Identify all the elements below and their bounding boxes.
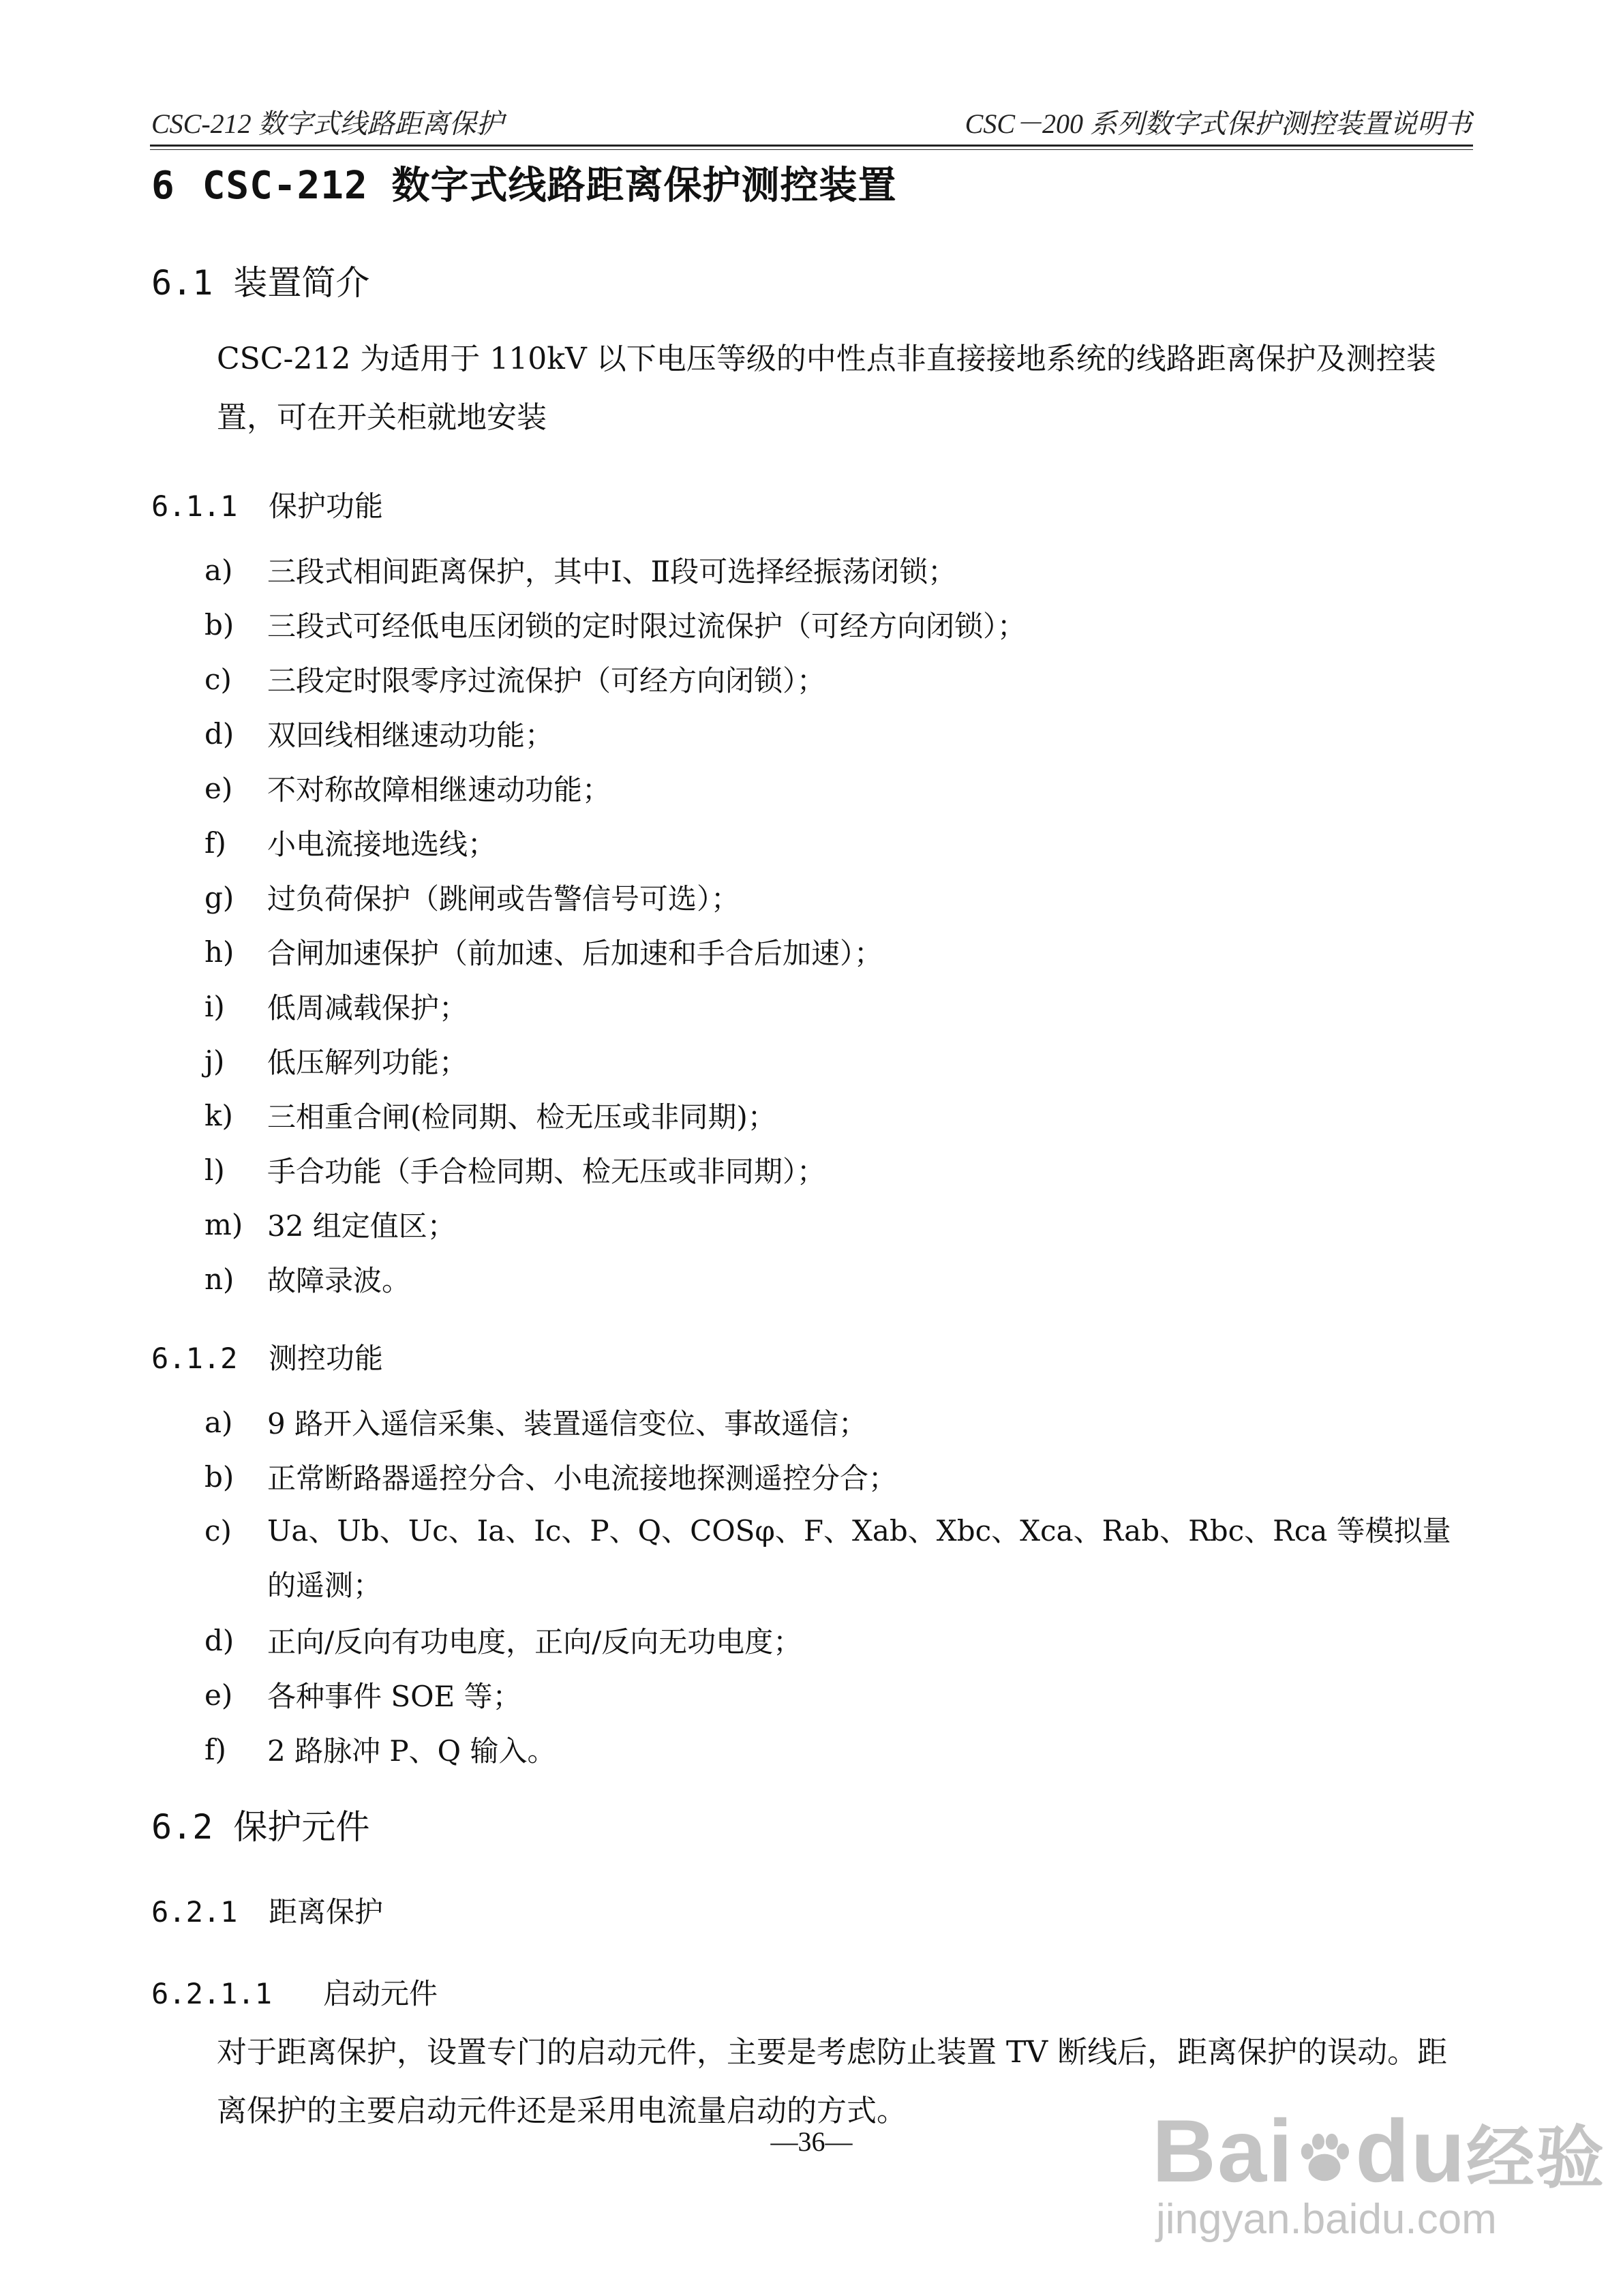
list-item	[204, 1504, 1474, 1613]
list-item-text: 低压解列功能；	[267, 1046, 468, 1079]
list-marker: c)	[204, 1514, 232, 1547]
list-item	[204, 1088, 1474, 1143]
list-item-text: 三段定时限零序过流保护（可经方向闭锁）；	[267, 664, 826, 697]
intro-text: CSC-212 为适用于 110kV 以下电压等级的中性点非直接接地系统的线路距离保护及测控装置，可在开关柜就地安装	[217, 342, 1436, 435]
list-item-text: 三段式相间距离保护，其中Ⅰ、Ⅱ段可选择经振荡闭锁；	[267, 555, 957, 588]
list-item	[204, 761, 1474, 815]
protection-functions-list	[204, 543, 1474, 1306]
list-marker: f)	[204, 826, 226, 860]
header-left: CSC-212 数字式线路距离保护	[151, 108, 504, 139]
list-marker: g)	[204, 880, 234, 914]
section-6-1-paragraph	[151, 330, 1474, 447]
list-item	[204, 652, 1474, 706]
paw-icon	[1294, 2127, 1355, 2188]
section-6-2-1-1-heading	[151, 1972, 438, 2012]
list-item	[204, 924, 1474, 979]
list-item-text: Ua、Ub、Uc、Ia、Ic、P、Q、COSφ、F、Xab、Xbc、Xca、Rab、Rbc、Rca 等模拟量的遥测；	[267, 1514, 1451, 1602]
list-item	[204, 1143, 1474, 1197]
list-marker: h)	[204, 935, 234, 969]
list-marker: b)	[204, 1460, 234, 1494]
list-marker: e)	[204, 771, 233, 805]
list-item	[204, 1033, 1474, 1088]
list-item-text: 低周减载保护；	[267, 991, 468, 1025]
list-marker: a)	[204, 1405, 233, 1439]
list-marker: n)	[204, 1262, 234, 1296]
section-6-2-1-heading	[151, 1890, 383, 1931]
watermark-url: jingyan.baidu.com	[1156, 2196, 1497, 2243]
section-number: 6.1.1	[151, 489, 238, 523]
chapter-title-text: CSC-212 数字式线路距离保护测控装置	[202, 164, 897, 208]
section-6-2-title: 6.2 保护元件	[151, 1807, 370, 1847]
section-title: 保护功能	[269, 489, 384, 523]
list-item-text: 2 路脉冲 P、Q 输入。	[267, 1734, 556, 1768]
section-6-1-title: 6.1 装置简介	[151, 263, 370, 303]
list-item	[204, 979, 1474, 1033]
list-item	[204, 1252, 1474, 1306]
list-item-text: 9 路开入遥信采集、装置遥信变位、事故遥信；	[267, 1407, 868, 1440]
header-right: CSC－200 系列数字式保护测控装置说明书	[965, 108, 1472, 139]
list-marker: l)	[204, 1153, 225, 1187]
list-item-text: 各种事件 SOE 等；	[267, 1680, 521, 1713]
watermark	[1152, 2100, 1605, 2244]
list-item	[204, 706, 1474, 761]
list-marker: b)	[204, 607, 234, 641]
section-title: 测控功能	[269, 1342, 384, 1375]
list-item	[204, 1449, 1474, 1504]
section-number: 6.2.1	[151, 1895, 238, 1929]
list-item	[204, 1197, 1474, 1252]
list-marker: c)	[204, 662, 232, 696]
header-rule-thin	[150, 149, 1473, 150]
header-rule	[150, 145, 1473, 147]
section-6-1-1-heading	[151, 484, 383, 525]
list-item-text: 不对称故障相继速动功能；	[267, 773, 611, 806]
list-marker: d)	[204, 1623, 234, 1657]
list-item-text: 手合功能（手合检同期、检无压或非同期）；	[267, 1155, 826, 1188]
list-item-text: 合闸加速保护（前加速、后加速和手合后加速）；	[267, 937, 883, 970]
list-item-text: 正向/反向有功电度，正向/反向无功电度；	[267, 1625, 802, 1659]
list-item	[204, 1722, 1474, 1777]
watermark-logo-du: du	[1355, 2101, 1467, 2201]
section-number: 6.1.2	[151, 1342, 238, 1375]
list-item	[204, 1395, 1474, 1449]
list-marker: a)	[204, 553, 233, 587]
watermark-logo-bai: Bai	[1152, 2101, 1294, 2201]
chapter-number: 6	[151, 164, 175, 208]
list-marker: i)	[204, 989, 225, 1023]
list-item-text: 正常断路器遥控分合、小电流接地探测遥控分合；	[267, 1462, 898, 1495]
list-item-text: 32 组定值区；	[267, 1209, 456, 1243]
page-number: —36—	[770, 2126, 853, 2157]
control-functions-list	[204, 1395, 1474, 1777]
list-item	[204, 1667, 1474, 1722]
list-item	[204, 597, 1474, 652]
list-item-text: 三相重合闸(检同期、检无压或非同期)；	[267, 1100, 776, 1134]
list-marker: f)	[204, 1732, 226, 1766]
list-item	[204, 1613, 1474, 1667]
list-marker: k)	[204, 1098, 233, 1132]
watermark-logo-jingyan: 经验	[1466, 2120, 1606, 2196]
list-item-text: 小电流接地选线；	[267, 828, 497, 861]
list-item-text: 过负荷保护（跳闸或告警信号可选）；	[267, 882, 740, 916]
list-marker: e)	[204, 1678, 233, 1712]
list-item-text: 故障录波。	[267, 1264, 411, 1297]
section-6-1-2-heading	[151, 1336, 383, 1377]
list-marker: d)	[204, 716, 234, 751]
section-title: 距离保护	[269, 1895, 384, 1929]
list-item-text: 双回线相继速动功能；	[267, 719, 554, 752]
start-element-text: 对于距离保护，设置专门的启动元件，主要是考虑防止装置 TV 断线后，距离保护的误动。距离保护的主要启动元件还是采用电流量启动的方式。	[217, 2035, 1448, 2128]
list-marker: m)	[204, 1207, 243, 1241]
section-number: 6.2.1.1	[151, 1977, 273, 2010]
list-item	[204, 870, 1474, 924]
list-marker: j)	[204, 1044, 225, 1078]
list-item	[204, 543, 1474, 597]
list-item	[204, 815, 1474, 870]
section-title: 启动元件	[323, 1977, 438, 2010]
list-item-text: 三段式可经低电压闭锁的定时限过流保护（可经方向闭锁）；	[267, 609, 1027, 643]
chapter-title	[151, 155, 896, 210]
